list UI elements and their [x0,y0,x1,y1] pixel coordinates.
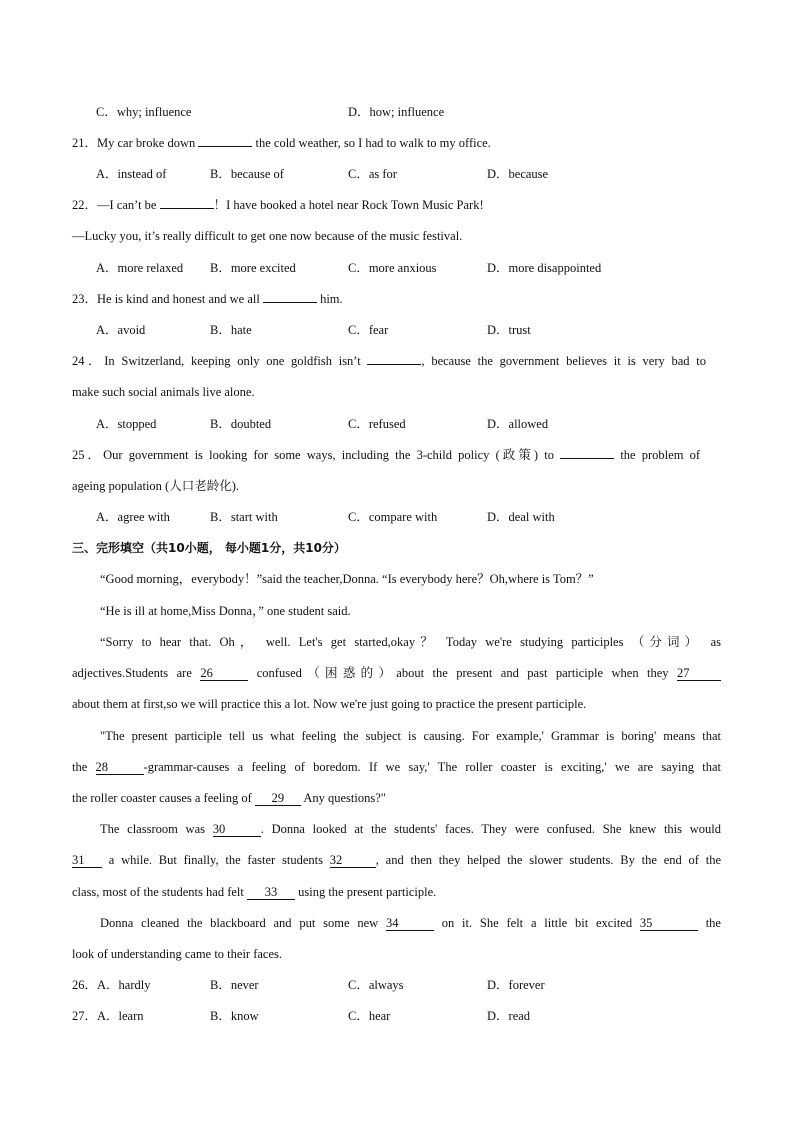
blank-35: 35 [640,916,698,931]
q23-option-b: B．hate [210,323,252,337]
q24-option-c: C．refused [348,417,406,431]
q22-stem: 22．—I can’t be ！I have booked a hotel near Rock Town Music Park! [72,198,484,212]
blank-28: 28 [96,760,144,775]
q27-option-b: B．know [210,1009,259,1023]
blank-31: 31 [72,853,102,868]
passage-p4-line3: the roller coaster causes a feeling of 29 Any questions?" [72,791,386,805]
q24-option-a: A．stopped [96,417,157,431]
blank-29: 29 [255,791,301,806]
passage-p6-line1: Donna cleaned the blackboard and put some new 34 on it. She felt a little bit excited 35 the [100,916,721,930]
blank-34: 34 [386,916,434,931]
q25-option-a: A．agree with [96,510,170,524]
q24-option-d: D．allowed [487,417,549,431]
q21-option-b: B．because of [210,167,284,181]
q26-option-b: B．never [210,978,259,992]
passage-p5-line1: The classroom was 30 . Donna looked at the students' faces. They were confused. She knew this would [100,822,721,836]
passage-p6-line2: look of understanding came to their faces. [72,947,282,961]
passage-p4-line2: the 28 -grammar-causes a feeling of boredom. If we say,' The roller coaster is exciting,' we are saying that [72,760,721,774]
q26-option-c: C．always [348,978,404,992]
q23-option-d: D．trust [487,323,531,337]
q25-option-c: C．compare with [348,510,438,524]
q23-option-c: C．fear [348,323,389,337]
q27-option-c: C．hear [348,1009,391,1023]
q22-reply: —Lucky you, it’s really difficult to get one now because of the music festival. [72,229,463,243]
q24-option-b: B．doubted [210,417,272,431]
q22-option-a: A．more relaxed [96,261,184,275]
passage-p3-line2: adjectives.Students are 26 confused（困惑的）about the present and past participle when they 27 [72,665,721,681]
q21-option-d: D．because [487,167,549,181]
q20-option-c: C．why; influence [96,105,192,119]
q21-stem: 21．My car broke down the cold weather, so I had to walk to my office. [72,136,491,150]
passage-p3-line3: about them at first,so we will practice this a lot. Now we're just going to practice the present participle. [72,697,587,711]
blank-26: 26 [200,666,248,681]
q25-option-d: D．deal with [487,510,555,524]
passage-p3-line1: “Sorry to hear that. Oh， well. Let's get started,okay？ Today we're studying participles （分词） as [100,635,721,649]
q22-option-c: C．more anxious [348,261,437,275]
blank-32: 32 [330,853,376,868]
q25-stem: 25．Our government is looking for some ways, including the 3-child policy (政策) to the problem of [72,448,701,462]
passage-p5-line2: 31 a while. But finally, the faster students 32 , and then they helped the slower students. By the end of the [72,853,721,867]
blank-33: 33 [247,885,295,900]
passage-p2: “He is ill at home,Miss Donna，” one student said. [100,604,351,618]
answer-blank [367,364,421,365]
q20-option-d: D．how; influence [348,105,445,119]
q21-option-a: A．instead of [96,167,167,181]
answer-blank [198,146,252,147]
q25-option-b: B．start with [210,510,278,524]
answer-blank [160,208,214,209]
q27-option-a: 27．A．learn [72,1009,144,1023]
q24-stem-cont: make such social animals live alone. [72,385,255,399]
blank-30: 30 [213,822,261,837]
q26-option-a: 26．A．hardly [72,978,151,992]
q25-stem-cont: ageing population (人口老龄化). [72,479,239,493]
q23-option-a: A．avoid [96,323,146,337]
passage-p1: “Good morning，everybody！”said the teacher,Donna. “Is everybody here？Oh,where is Tom？” [100,572,594,586]
q22-option-b: B．more excited [210,261,296,275]
section-heading: 三、完形填空（共10小题， 每小题1分，共10分） [72,541,346,555]
q23-stem: 23．He is kind and honest and we all him. [72,292,343,306]
answer-blank [560,458,614,459]
blank-27: 27 [677,666,721,681]
q22-option-d: D．more disappointed [487,261,602,275]
q24-stem: 24．In Switzerland, keeping only one goldfish isn’t , because the government believes it is very bad to [72,354,706,368]
q26-option-d: D．forever [487,978,545,992]
passage-p5-line3: class, most of the students had felt 33 using the present participle. [72,885,437,899]
answer-blank [263,302,317,303]
passage-p4-line1: "The present participle tell us what feeling the subject is causing. For example,' Grammar is boring' means that [100,729,721,743]
q27-option-d: D．read [487,1009,531,1023]
q21-option-c: C．as for [348,167,397,181]
